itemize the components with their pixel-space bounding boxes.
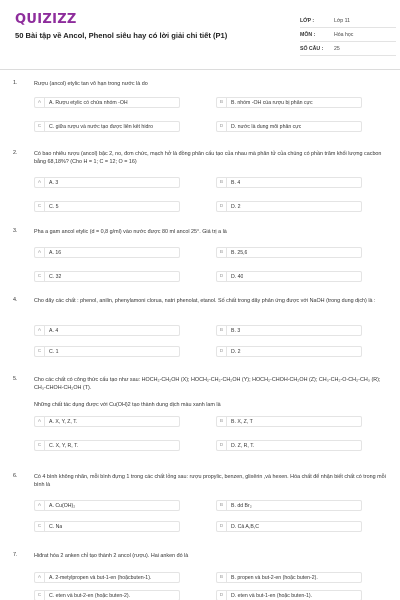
option-letter: C (35, 522, 45, 531)
option-c[interactable] (34, 521, 180, 532)
meta-row-count (300, 42, 396, 56)
question-number: 2. (13, 150, 18, 156)
option-letter: C (35, 441, 45, 450)
option-text: A. 3 (49, 179, 59, 186)
option-letter: B (217, 98, 227, 107)
question-number: 3. (13, 228, 18, 234)
option-c[interactable] (34, 121, 180, 132)
question-number: 4. (13, 297, 18, 303)
option-letter: D (217, 202, 227, 211)
option-b[interactable] (216, 572, 362, 583)
option-text: C. 32 (49, 273, 62, 280)
option-letter: C (35, 272, 45, 281)
option-a[interactable] (34, 416, 180, 427)
option-text: D. 2 (231, 348, 241, 355)
option-d[interactable] (216, 271, 362, 282)
option-letter: D (217, 441, 227, 450)
meta-table (300, 14, 396, 56)
meta-value: Lớp 11 (334, 17, 350, 24)
option-letter: B (217, 417, 227, 426)
meta-label: LỚP : (300, 17, 315, 24)
option-c[interactable] (34, 346, 180, 357)
option-letter: B (217, 501, 227, 510)
option-text: D. nước là dung môi phân cực (231, 123, 302, 130)
option-text: C. X, Y, R, T. (49, 442, 79, 449)
question-text: Cho dãy các chất : phenol, anilin, phenylamoni clorua, natri phenolat, etanol. Số chất trong dãy phản ứng được với NaOH (trong dung dịch) là : (34, 298, 376, 304)
option-d[interactable] (216, 521, 362, 532)
option-text: B. 4 (231, 179, 241, 186)
option-a[interactable] (34, 325, 180, 336)
option-letter: C (35, 122, 45, 131)
option-d[interactable] (216, 590, 362, 600)
question-text: Có 4 bình không nhãn, mỗi bình đựng 1 trong các chất lỏng sau: rượu propylic, benzen, glixêrin ,và hexen. Hóa chất để nhận biết chất có trong mỗi bình là (34, 474, 386, 488)
option-letter: A (35, 326, 45, 335)
option-text: A. Cu(OH)₂ (49, 502, 76, 509)
option-letter: A (35, 178, 45, 187)
option-text: B. 25,6 (231, 249, 248, 256)
option-letter: B (217, 178, 227, 187)
question-text: Cho các chất có công thức cấu tạo như sau: HOCH₂-CH₂OH (X); HOCH₂-CH₂-CH₂OH (Y); HOCH₂-CHOH-CH₂OH (Z); CH₃-CH₂-O-CH₂-CH₃ (R); CH₃-CHOH-CH₂OH (T). (34, 377, 381, 391)
option-text: C. eten và but-2-en (hoặc buten-2). (49, 592, 131, 599)
option-b[interactable] (216, 416, 362, 427)
option-text: B. propen và but-2-en (hoặc buten-2). (231, 574, 318, 581)
option-b[interactable] (216, 247, 362, 258)
option-text: C. 5 (49, 203, 59, 210)
option-text: A. 16 (49, 249, 62, 256)
option-letter: A (35, 98, 45, 107)
meta-value: 25 (334, 45, 340, 52)
option-text: B. dd Br₂ (231, 502, 252, 509)
quizizz-logo: QUIZIZZ (15, 12, 77, 27)
option-c[interactable] (34, 590, 180, 600)
option-text: A. Rượu etylic có chứa nhóm -OH (49, 99, 128, 106)
option-a[interactable] (34, 572, 180, 583)
question-number: 1. (13, 80, 18, 86)
question-text: Có bao nhiêu rượu (ancol) bậc 2, no, đơn chức, mạch hở là đồng phân cấu tạo của nhau mà phân tử của chúng có phần trăm khối lượng cacbon bằng 68,18%? (Cho H = 1; C = 12; O = 16) (34, 151, 382, 165)
option-letter: A (35, 417, 45, 426)
question-subtext: Những chất tác dụng được với Cu(OH)2 tạo thành dung dịch màu xanh lam là (34, 402, 221, 408)
meta-row-subject (300, 28, 396, 42)
option-letter: C (35, 202, 45, 211)
option-text: D. Cả A,B,C (231, 523, 259, 530)
option-d[interactable] (216, 201, 362, 212)
meta-row-grade (300, 14, 396, 28)
option-letter: B (217, 326, 227, 335)
option-text: B. nhóm -OH của rượu bị phân cực (231, 99, 313, 106)
document-header (0, 0, 400, 70)
option-b[interactable] (216, 177, 362, 188)
option-letter: C (35, 347, 45, 356)
option-d[interactable] (216, 121, 362, 132)
option-letter: C (35, 591, 45, 600)
option-c[interactable] (34, 271, 180, 282)
question-number: 7. (13, 552, 18, 558)
option-text: C. giữa rượu và nước tạo được liên kết hidro (49, 123, 153, 130)
option-text: A. 2-metylpropen và but-1-en (hoặcbuten-1). (49, 574, 152, 581)
option-letter: A (35, 501, 45, 510)
option-letter: B (217, 248, 227, 257)
option-text: A. 4 (49, 327, 59, 334)
option-c[interactable] (34, 201, 180, 212)
option-letter: D (217, 122, 227, 131)
option-text: D. Z, R, T. (231, 442, 255, 449)
option-a[interactable] (34, 500, 180, 511)
option-d[interactable] (216, 440, 362, 451)
option-text: B. X, Z, T (231, 418, 253, 425)
option-text: D. 2 (231, 203, 241, 210)
option-letter: A (35, 573, 45, 582)
option-b[interactable] (216, 500, 362, 511)
option-letter: B (217, 573, 227, 582)
option-letter: D (217, 272, 227, 281)
option-b[interactable] (216, 325, 362, 336)
question-text: Rượu (ancol) etylic tan vô hạn trong nước là do (34, 81, 148, 87)
option-a[interactable] (34, 97, 180, 108)
option-text: A. X, Y, Z, T. (49, 418, 78, 425)
meta-label: MÔN : (300, 31, 316, 38)
option-letter: A (35, 248, 45, 257)
option-text: D. eten và but-1-en (hoặc buten-1). (231, 592, 313, 599)
option-letter: D (217, 591, 227, 600)
question-number: 5. (13, 376, 18, 382)
question-number: 6. (13, 473, 18, 479)
question-text: Pha a gam ancol etylic (d = 0,8 g/ml) vào nước được 80 ml ancol 25°. Giá trị a là (34, 229, 227, 235)
option-text: C. Na (49, 523, 63, 530)
document-title: 50 Bài tập về Ancol, Phenol siêu hay có lời giải chi tiết (P1) (15, 31, 228, 40)
meta-value: Hóa học (334, 31, 354, 38)
option-text: B. 3 (231, 327, 241, 334)
option-a[interactable] (34, 177, 180, 188)
question-text: Hiđrat hóa 2 anken chỉ tạo thành 2 ancol (rượu). Hai anken đó là (34, 553, 189, 559)
option-c[interactable] (34, 440, 180, 451)
meta-label: SỐ CÂU : (300, 45, 324, 52)
option-a[interactable] (34, 247, 180, 258)
header-divider (0, 69, 400, 70)
option-letter: D (217, 522, 227, 531)
option-letter: D (217, 347, 227, 356)
option-d[interactable] (216, 346, 362, 357)
option-b[interactable] (216, 97, 362, 108)
option-text: D. 40 (231, 273, 244, 280)
option-text: C. 1 (49, 348, 59, 355)
